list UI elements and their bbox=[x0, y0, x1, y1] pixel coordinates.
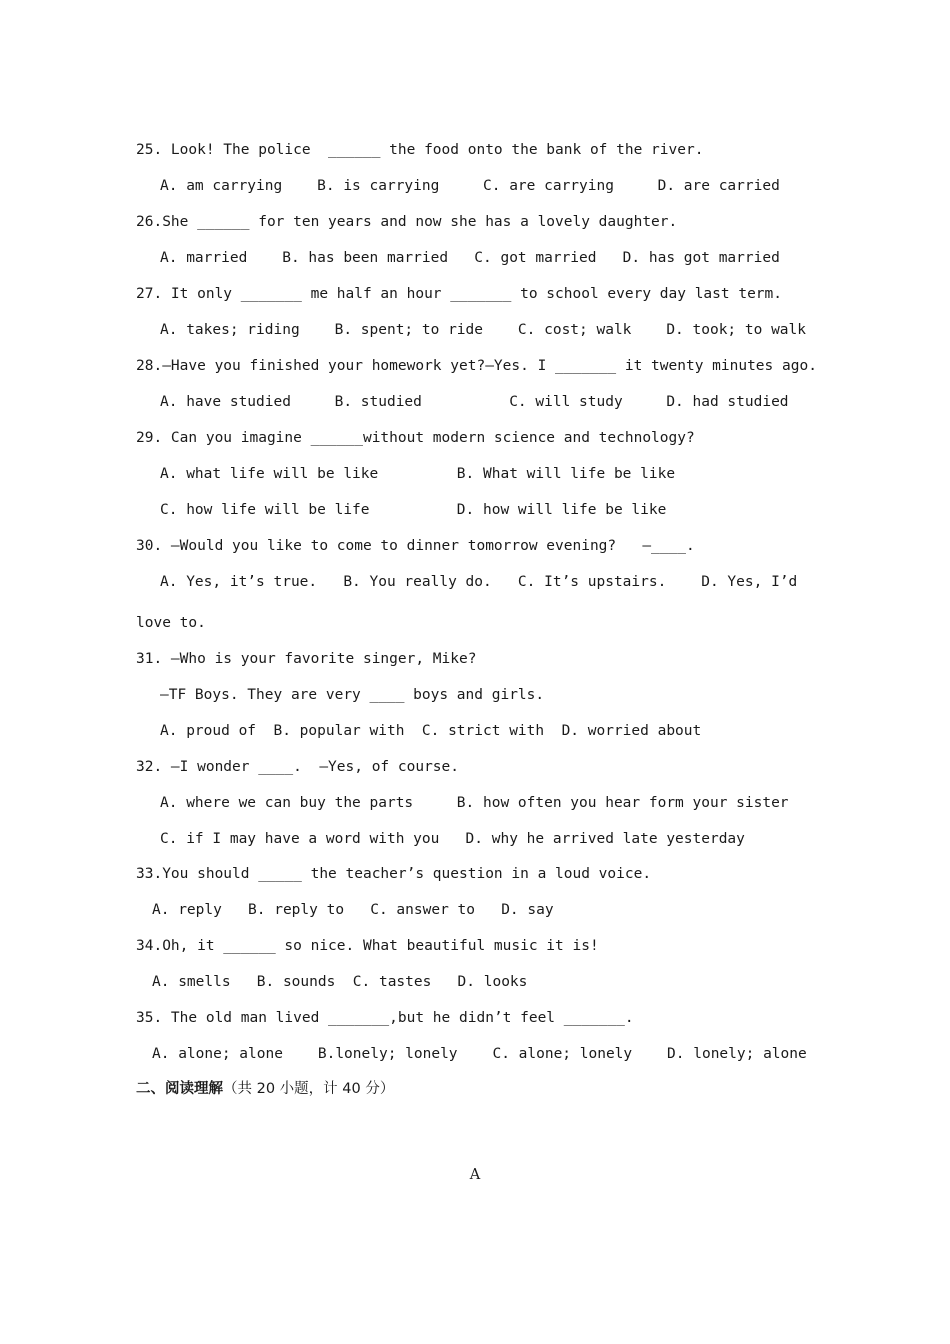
question-30-stem: 30. —Would you like to come to dinner tomorrow evening? —____. bbox=[136, 538, 695, 554]
question-27-options: A. takes; riding B. spent; to ride C. cost; walk D. took; to walk bbox=[160, 322, 807, 338]
question-31-stem: 31. —Who is your favorite singer, Mike? bbox=[136, 651, 477, 667]
question-32-stem: 32. —I wonder ____. —Yes, of course. bbox=[136, 759, 460, 775]
question-28-stem: 28.—Have you finished your homework yet?—Yes. I _______ it twenty minutes ago. bbox=[136, 358, 817, 374]
question-35-options: A. alone; alone B.lonely; lonely C. alone; lonely D. lonely; alone bbox=[152, 1046, 807, 1062]
question-29-options-row-1: A. what life will be like B. What will life be like bbox=[160, 466, 676, 482]
question-30-options: A. Yes, it’s true. B. You really do. C. It’s upstairs. D. Yes, I’d bbox=[160, 574, 798, 590]
question-32-options-row-1: A. where we can buy the parts B. how often you hear form your sister bbox=[160, 795, 789, 811]
question-35-stem: 35. The old man lived _______,but he didn’t feel _______. bbox=[136, 1010, 634, 1026]
question-29-options-row-2: C. how life will be life D. how will life be like bbox=[160, 502, 667, 518]
passage-label: A bbox=[469, 1167, 481, 1183]
question-34-stem: 34.Oh, it ______ so nice. What beautiful music it is! bbox=[136, 938, 599, 954]
question-29-stem: 29. Can you imagine ______without modern science and technology? bbox=[136, 430, 695, 446]
question-25-options: A. am carrying B. is carrying C. are carrying D. are carried bbox=[160, 178, 780, 194]
question-30-options-wrap: love to. bbox=[136, 615, 206, 631]
question-33-options: A. reply B. reply to C. answer to D. say bbox=[152, 902, 554, 918]
section-subtitle: （共 20 小题，计 40 分） bbox=[223, 1081, 395, 1097]
question-32-options-row-2: C. if I may have a word with you D. why he arrived late yesterday bbox=[160, 831, 745, 847]
question-26-stem: 26.She ______ for ten years and now she has a lovely daughter. bbox=[136, 214, 678, 230]
question-31-options: A. proud of B. popular with C. strict with D. worried about bbox=[160, 723, 702, 739]
question-27-stem: 27. It only _______ me half an hour _______ to school every day last term. bbox=[136, 286, 783, 302]
question-33-stem: 33.You should _____ the teacher’s question in a loud voice. bbox=[136, 866, 652, 882]
question-26-options: A. married B. has been married C. got married D. has got married bbox=[160, 250, 780, 266]
question-34-options: A. smells B. sounds C. tastes D. looks bbox=[152, 974, 528, 990]
section-heading bbox=[136, 1079, 394, 1099]
question-31-reply: —TF Boys. They are very ____ boys and girls. bbox=[160, 687, 545, 703]
question-25-stem: 25. Look! The police ______ the food onto the bank of the river. bbox=[136, 142, 704, 158]
question-28-options: A. have studied B. studied C. will study D. had studied bbox=[160, 394, 789, 410]
section-title: 二、阅读理解 bbox=[136, 1081, 223, 1097]
